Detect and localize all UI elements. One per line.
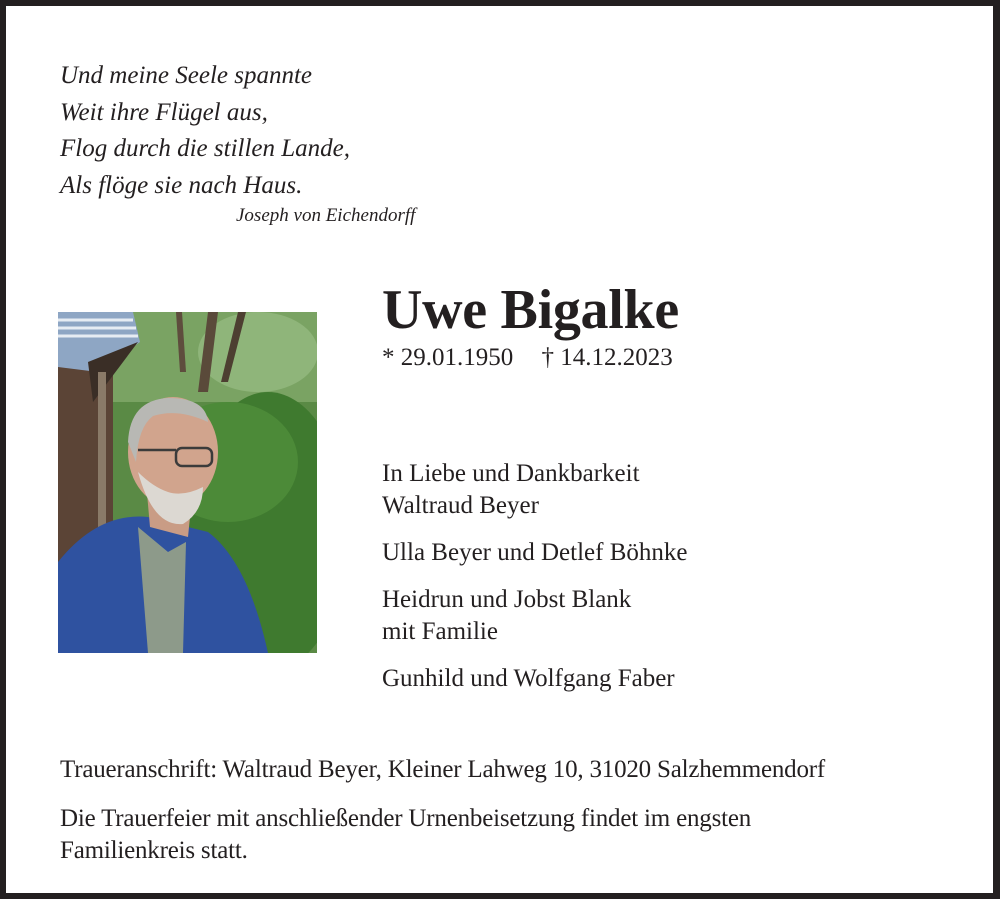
portrait-photo	[58, 312, 317, 653]
mourner-line: Heidrun und Jobst Blank	[382, 586, 632, 613]
mourner-line: Ulla Beyer und Detlef Böhnke	[382, 539, 688, 566]
mourner-line: In Liebe und Dankbarkeit	[382, 460, 640, 487]
death-cross-icon: †	[541, 344, 554, 371]
mourner-line: mit Familie	[382, 618, 498, 645]
life-dates	[382, 344, 673, 372]
notice-line: Familienkreis statt.	[60, 837, 248, 864]
mourners-list	[382, 458, 687, 710]
mourner-group	[382, 537, 687, 569]
death-date: 14.12.2023	[560, 344, 673, 371]
mourning-address: Traueranschrift: Waltraud Beyer, Kleiner Lahweg 10, 31020 Salzhemmendorf	[60, 756, 825, 783]
notice-line: Die Trauerfeier mit anschließender Urnenbeisetzung findet im engsten	[60, 805, 752, 832]
mourner-group	[382, 584, 687, 648]
poem-line: Flog durch die stillen Lande,	[60, 135, 351, 162]
mourner-group	[382, 458, 687, 522]
mourner-group	[382, 663, 687, 695]
poem	[60, 58, 350, 204]
mourner-line: Gunhild und Wolfgang Faber	[382, 665, 675, 692]
poem-line: Und meine Seele spannte	[60, 62, 313, 89]
funeral-notice	[60, 803, 920, 867]
birth-date: 29.01.1950	[400, 344, 514, 371]
poem-author: Joseph von Eichendorff	[236, 205, 416, 226]
deceased-name: Uwe Bigalke	[382, 279, 679, 341]
poem-line: Als flöge sie nach Haus.	[60, 171, 303, 199]
mourner-line: Waltraud Beyer	[382, 492, 539, 519]
birth-star-icon: *	[382, 344, 395, 371]
poem-line: Weit ihre Flügel aus,	[60, 98, 268, 126]
